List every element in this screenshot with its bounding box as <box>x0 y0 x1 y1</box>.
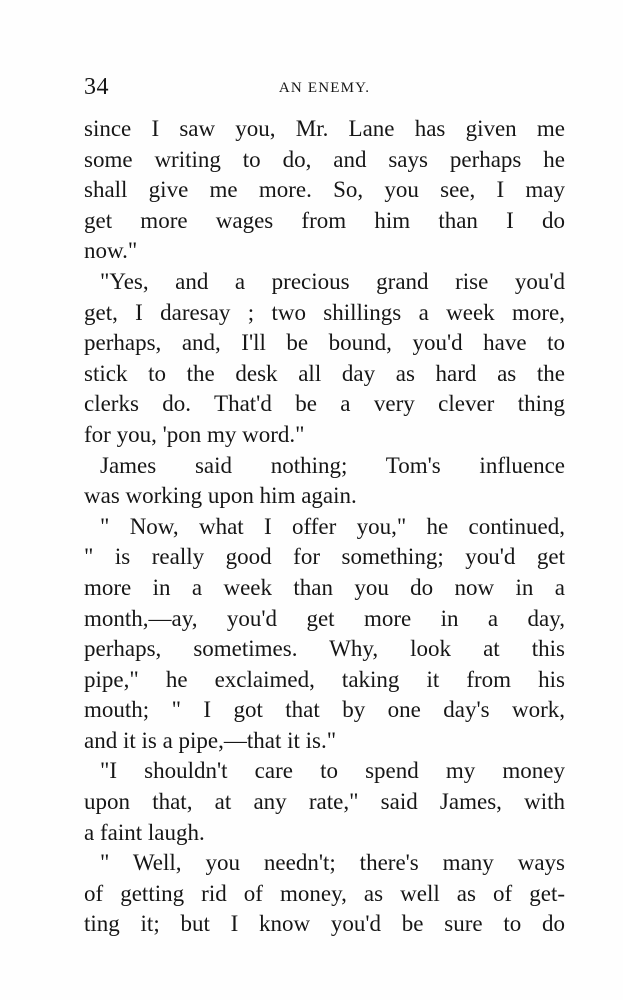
text-line: "Yes, and a precious grand rise you'd <box>100 268 565 294</box>
text-line: " Now, what I offer you," he continued, <box>100 513 565 539</box>
text-line: shall give me more. So, you see, I may <box>84 177 565 203</box>
text-line: was working upon him again. <box>84 483 357 509</box>
text-line: a faint laugh. <box>84 819 205 845</box>
text-line: now." <box>84 238 138 264</box>
text-line: ting it; but I know you'd be sure to do <box>84 911 565 937</box>
text-line: mouth; " I got that by one day's work, <box>84 697 565 723</box>
text-line: month,—ay, you'd get more in a day, <box>84 605 565 631</box>
running-head: AN ENEMY. <box>278 80 371 96</box>
page-header <box>84 70 565 104</box>
text-line: of getting rid of money, as well as of get- <box>84 880 565 906</box>
text-line: pipe," he exclaimed, taking it from his <box>84 666 565 692</box>
text-line: clerks do. That'd be a very clever thing <box>84 391 565 417</box>
body-text <box>84 114 565 940</box>
text-line: upon that, at any rate," said James, with <box>84 789 565 815</box>
text-line: and it is a pipe,—that it is." <box>84 727 337 753</box>
text-line: perhaps, sometimes. Why, look at this <box>84 636 565 662</box>
text-line: some writing to do, and says perhaps he <box>84 146 565 172</box>
text-line: get more wages from him than I do <box>84 207 565 233</box>
text-line: more in a week than you do now in a <box>84 574 565 600</box>
text-line: for you, 'pon my word." <box>84 421 305 447</box>
text-line: since I saw you, Mr. Lane has given me <box>84 116 565 141</box>
page-number: 34 <box>84 74 109 100</box>
text-line: get, I daresay ; two shillings a week more, <box>84 299 565 325</box>
text-line: "I shouldn't care to spend my money <box>100 758 565 784</box>
text-line: James said nothing; Tom's influence <box>100 452 565 478</box>
text-line: " Well, you needn't; there's many ways <box>100 850 565 876</box>
text-line: " is really good for something; you'd get <box>84 544 565 570</box>
text-line: perhaps, and, I'll be bound, you'd have to <box>84 330 565 356</box>
text-line: stick to the desk all day as hard as the <box>84 360 565 386</box>
